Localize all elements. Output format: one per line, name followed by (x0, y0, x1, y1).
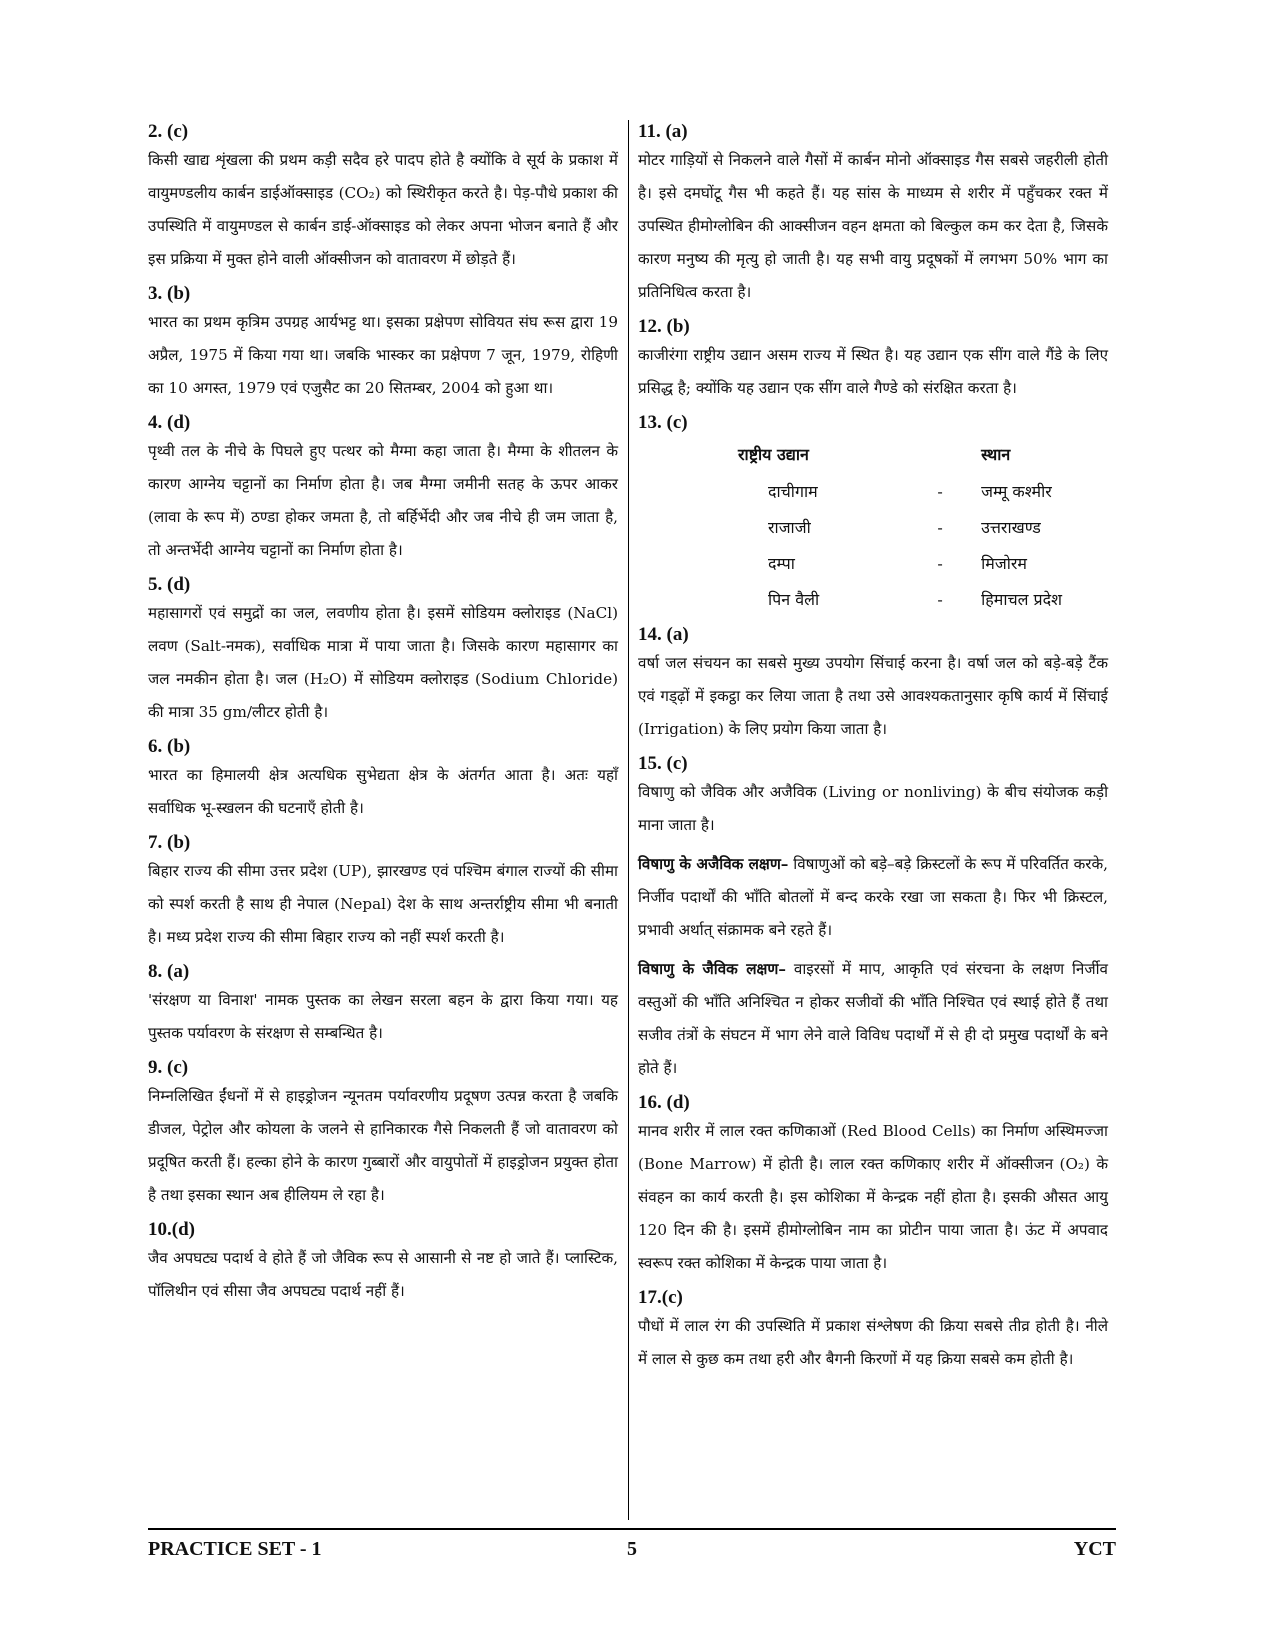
park-name: दाचीगाम (768, 482, 818, 501)
question-number: 6. (b) (148, 736, 191, 757)
left-column (148, 120, 618, 1314)
answer-explanation: विषाणु को जैविक और अजैविक (Living or nonliving) के बीच संयोजक कड़ी माना जाता है। (638, 783, 1108, 834)
separator: - (937, 517, 943, 537)
answer-explanation: भारत का प्रथम कृत्रिम उपग्रह आर्यभट्ट था। इसका प्रक्षेपण सोवियत संघ रूस द्वारा 19 अप्रैल, 1975 में किया गया था। जबकि भास्कर का प्रक्षेपण 7 जून, 1979, रोहिणी का 10 अगस्त, 1979 एवं एजुसैट का 20 सितम्बर, 2004 को हुआ था। (148, 313, 618, 397)
park-name: पिन वैली (768, 590, 820, 609)
park-place: हिमाचल प्रदेश (981, 590, 1063, 609)
table-row (638, 581, 1108, 617)
answer-explanation: पौधों में लाल रंग की उपस्थिति में प्रकाश संश्लेषण की क्रिया सबसे तीव्र होती है। नीले में लाल से कुछ कम तथा हरी और बैगनी किरणों में यह क्रिया सबसे कम होती है। (638, 1317, 1108, 1368)
answer-explanation: 'संरक्षण या विनाश' नामक पुस्तक का लेखन सरला बहन के द्वारा किया गया। यह पुस्तक पर्यावरण के संरक्षण से सम्बन्धित है। (148, 991, 618, 1042)
page-footer (148, 1538, 1116, 1568)
page-number: 5 (627, 1538, 637, 1560)
footer-rule (148, 1528, 1116, 1530)
question-3 (148, 282, 618, 405)
question-number: 17.(c) (638, 1287, 683, 1308)
answer-explanation: बिहार राज्य की सीमा उत्तर प्रदेश (UP), झारखण्ड एवं पश्चिम बंगाल राज्यों की सीमा को स्पर्श करती है साथ ही नेपाल (Nepal) देश के साथ अन्तर्राष्ट्रीय सीमा भी बनाती है। मध्य प्रदेश राज्य की सीमा बिहार राज्य को नहीं स्पर्श करती है। (148, 862, 618, 946)
biotic-title: विषाणु के जैविक लक्षण– (638, 960, 786, 978)
abiotic-characteristics (638, 848, 1108, 947)
question-number: 3. (b) (148, 283, 191, 304)
park-place: जम्मू कश्मीर (981, 482, 1052, 501)
national-parks-table (638, 435, 1108, 617)
question-4 (148, 411, 618, 567)
page-content (148, 120, 1116, 1520)
question-15 (638, 752, 1108, 1085)
park-name: राजाजी (768, 518, 811, 537)
question-6 (148, 735, 618, 825)
abiotic-title: विषाणु के अजैविक लक्षण– (638, 855, 789, 873)
answer-explanation: किसी खाद्य शृंखला की प्रथम कड़ी सदैव हरे पादप होते है क्योंकि वे सूर्य के प्रकाश में वायुमण्डलीय कार्बन डाईऑक्साइड (CO₂) को स्थिरीकृत करते है। पेड़-पौधे प्रकाश की उपस्थिति में वायुमण्डल से कार्बन डाई-ऑक्साइड को लेकर अपना भोजन बनाते हैं और इस प्रक्रिया में मुक्त होने वाली ऑक्सीजन को वातावरण में छोड़ते हैं। (148, 151, 618, 268)
question-17 (638, 1286, 1108, 1376)
separator: - (937, 589, 943, 609)
column-divider (628, 120, 629, 1520)
question-8 (148, 960, 618, 1050)
answer-explanation: जैव अपघट्य पदार्थ वे होते हैं जो जैविक रूप से आसानी से नष्ट हो जाते हैं। प्लास्टिक, पॉलिथीन एवं सीसा जैव अपघट्य पदार्थ नहीं हैं। (148, 1249, 618, 1300)
answer-explanation: वर्षा जल संचयन का सबसे मुख्य उपयोग सिंचाई करना है। वर्षा जल को बड़े-बड़े टैंक एवं गड्ढ़ों में इकट्ठा कर लिया जाता है तथा उसे आवश्यकतानुसार कृषि कार्य में सिंचाई (Irrigation) के लिए प्रयोग किया जाता है। (638, 654, 1108, 738)
park-name: दम्पा (768, 554, 795, 573)
park-place: मिजोरम (981, 554, 1027, 573)
question-13 (638, 411, 1108, 617)
question-11 (638, 120, 1108, 309)
separator: - (937, 481, 943, 501)
answer-explanation: मोटर गाड़ियों से निकलने वाले गैसों में कार्बन मोनो ऑक्साइड गैस सबसे जहरीली होती है। इसे दमघोंटू गैस भी कहते हैं। यह सांस के माध्यम से शरीर में पहुँचकर रक्त में उपस्थित हीमोग्लोबिन की आक्सीजन वहन क्षमता को बिल्कुल कम कर देता है, जिसके कारण मनुष्य की मृत्यु हो जाती है। यह सभी वायु प्रदूषकों में लगभग 50% भाग का प्रतिनिधित्व करता है। (638, 151, 1108, 301)
question-10 (148, 1218, 618, 1308)
question-number: 7. (b) (148, 832, 191, 853)
answer-explanation: भारत का हिमालयी क्षेत्र अत्यधिक सुभेद्यता क्षेत्र के अंतर्गत आता है। अतः यहाँ सर्वाधिक भू-स्खलन की घटनाएँ होती है। (148, 766, 618, 817)
question-number: 4. (d) (148, 412, 191, 433)
question-number: 15. (c) (638, 753, 688, 774)
question-16 (638, 1091, 1108, 1280)
biotic-text: वाइरसों में माप, आकृति एवं संरचना के लक्षण निर्जीव वस्तुओं की भाँति अनिश्चित न होकर सजीवों की भाँति निश्चित एवं स्थाई होते हैं तथा सजीव तंत्रों के संघटन में भाग लेने वाले विविध पदार्थों में से ही दो प्रमुख पदार्थों के बने होते हैं। (638, 960, 1108, 1077)
answer-explanation: काजीरंगा राष्ट्रीय उद्यान असम राज्य में स्थित है। यह उद्यान एक सींग वाले गैंडे के लिए प्रसिद्ध है; क्योंकि यह उद्यान एक सींग वाले गैण्डे को संरक्षित करता है। (638, 346, 1108, 397)
question-2 (148, 120, 618, 276)
right-column (638, 120, 1108, 1382)
question-number: 10.(d) (148, 1219, 195, 1240)
question-number: 16. (d) (638, 1092, 690, 1113)
footer-publisher: YCT (1073, 1538, 1116, 1560)
table-row (638, 545, 1108, 581)
question-number: 2. (c) (148, 121, 189, 142)
separator: - (937, 553, 943, 573)
question-7 (148, 831, 618, 954)
park-place: उत्तराखण्ड (981, 518, 1041, 537)
question-number: 12. (b) (638, 316, 690, 337)
question-number: 8. (a) (148, 961, 190, 982)
answer-explanation: निम्नलिखित ईंधनों में से हाइड्रोजन न्यूनतम पर्यावरणीय प्रदूषण उत्पन्न करता है जबकि डीजल, पेट्रोल और कोयला के जलने से हानिकारक गैसे निकलती हैं जो वातावरण को प्रदूषित करती हैं। हल्का होने के कारण गुब्बारों और वायुपोतों में हाइड्रोजन प्रयुक्त होता है तथा इसका स्थान अब हीलियम ले रहा है। (148, 1087, 618, 1204)
question-number: 9. (c) (148, 1057, 189, 1078)
question-12 (638, 315, 1108, 405)
question-number: 11. (a) (638, 121, 688, 142)
abiotic-text: विषाणुओं को बड़े–बड़े क्रिस्टलों के रूप में परिवर्तित करके, निर्जीव पदार्थों की भाँति बोतलों में बन्द करके रखा जा सकता है। फिर भी क्रिस्टल, प्रभावी अर्थात् संक्रामक बने रहते हैं। (638, 855, 1108, 939)
question-number: 14. (a) (638, 624, 689, 645)
answer-explanation: मानव शरीर में लाल रक्त कणिकाओं (Red Blood Cells) का निर्माण अस्थिमज्जा (Bone Marrow) में होती है। लाल रक्त कणिकाए शरीर में ऑक्सीजन (O₂) के संवहन का कार्य करती है। इस कोशिका में केन्द्रक नहीं होता है। इसकी औसत आयु 120 दिन की है। इसमें हीमोग्लोबिन नाम का प्रोटीन पाया जाता है। ऊंट में अपवाद स्वरूप रक्त कोशिका में केन्द्रक पाया जाता है। (638, 1122, 1108, 1272)
header-place: स्थान (981, 445, 1011, 464)
question-number: 13. (c) (638, 412, 688, 433)
answer-explanation: महासागरों एवं समुद्रों का जल, लवणीय होता है। इसमें सोडियम क्लोराइड (NaCl) लवण (Salt-नमक), सर्वाधिक मात्रा में पाया जाता है। जिसके कारण महासागर का जल नमकीन होता है। जल (H₂O) में सोडियम क्लोराइड (Sodium Chloride) की मात्रा 35 gm/लीटर होती है। (148, 604, 618, 721)
header-park: राष्ट्रीय उद्यान (738, 445, 809, 464)
biotic-characteristics (638, 953, 1108, 1085)
question-9 (148, 1056, 618, 1212)
table-header-row (638, 435, 1108, 473)
question-5 (148, 573, 618, 729)
table-row (638, 473, 1108, 509)
answer-explanation: पृथ्वी तल के नीचे के पिघले हुए पत्थर को मैग्मा कहा जाता है। मैग्मा के शीतलन के कारण आग्नेय चट्टानों का निर्माण होता है। जब मैग्मा जमीनी सतह के ऊपर आकर (लावा के रूप में) ठण्डा होकर जमता है, तो बर्हिर्भेदी और जब नीचे ही जम जाता है, तो अन्तर्भेदी आग्नेय चट्टानों का निर्माण होता है। (148, 442, 618, 559)
table-row (638, 509, 1108, 545)
footer-set-label: PRACTICE SET - 1 (148, 1538, 322, 1560)
question-number: 5. (d) (148, 574, 191, 595)
question-14 (638, 623, 1108, 746)
